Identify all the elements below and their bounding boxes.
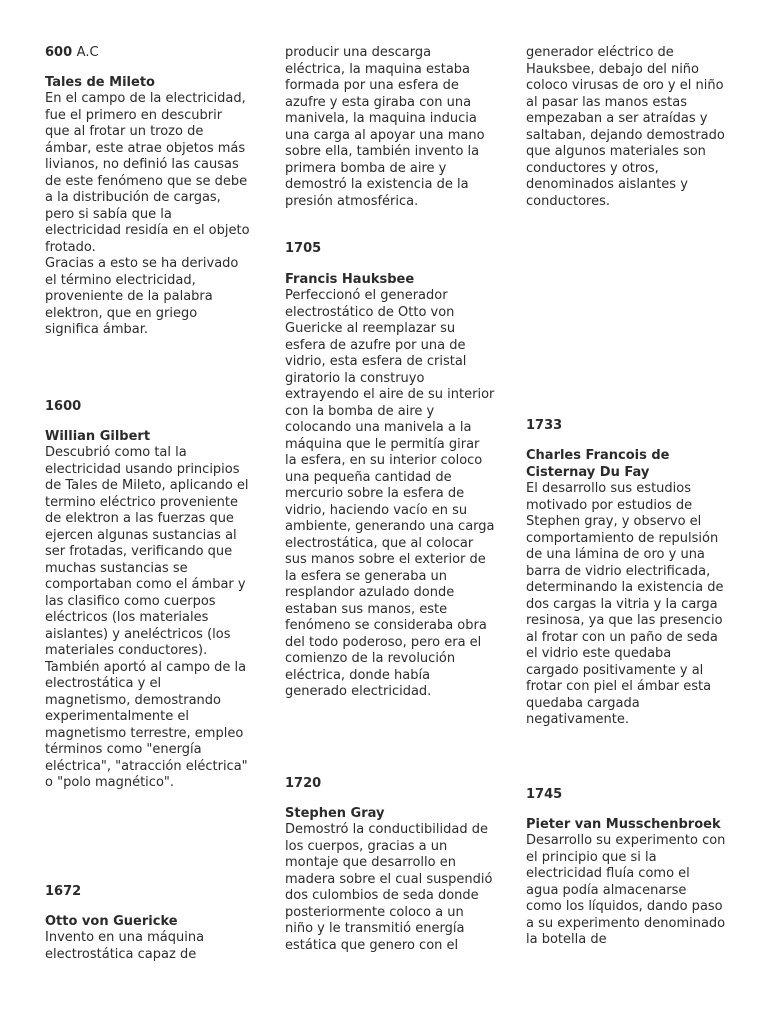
entry-name: Otto von Guericke xyxy=(45,914,178,929)
entry-gray-continued xyxy=(526,45,726,210)
entry-hauksbee xyxy=(285,241,495,701)
entry-guericke-continued xyxy=(285,45,495,210)
entry-year: 1745 xyxy=(526,787,563,802)
entry-gilbert xyxy=(45,399,250,792)
entry-thales xyxy=(45,45,250,339)
entry-paragraph: generador eléctrico de Hauksbee, debajo del niño coloco virusas de oro y el niño al pasar las manos estas empezaban a ser atraídas y saltaban, dejando demostrado que algunos materiales son conductores y otros, denominados aislantes y conductores. xyxy=(526,45,725,209)
entry-year: 1720 xyxy=(285,776,322,791)
entry-name: Stephen Gray xyxy=(285,806,385,821)
entry-paragraph: Perfeccionó el generador electrostático de Otto von Guericke al reemplazar su esfera de azufre por una de vidrio, esta esfera de cristal giratorio la construyo extrayendo el aire de su interior con la bomba de aire y colocando una manivela a la máquina que le permitía girar la esfera, en su interior coloco una pequeña cantidad de mercurio sobre la esfera de vidrio, haciendo vacío en su ambiente, generando una carga electrostática, que al colocar sus manos sobre el exterior de la esfera se generaba un resplandor azulado donde estaban sus manos, este fenómeno se consideraba obra del todo poderoso, pero era el comienzo de la revolución eléctrica, donde había generado electricidad. xyxy=(285,288,495,699)
year-number: 600 xyxy=(45,45,73,60)
entry-paragraph: Invento en una máquina electrostática capaz de xyxy=(45,930,205,962)
entry-year xyxy=(45,45,250,61)
entry-gray xyxy=(285,776,495,954)
entry-name: Pieter van Musschenbroek xyxy=(526,817,721,832)
entry-paragraph: Gracias a esto se ha derivado el término electricidad, proveniente de la palabra elektron, que en griego significa ámbar. xyxy=(45,256,239,337)
entry-paragraph: producir una descarga eléctrica, la maquina estaba formada por una esfera de azufre y esta giraba con una manivela, la maquina inducia una carga al apoyar una mano sobre ella, también invento la primera bomba de aire y demostró la existencia de la presión atmosférica. xyxy=(285,45,485,209)
entry-name: Francis Hauksbee xyxy=(285,272,415,287)
year-suffix: A.C xyxy=(76,45,99,60)
entry-guericke xyxy=(45,884,250,963)
entry-paragraph: Demostró la conductibilidad de los cuerpos, gracias a un montaje que desarrollo en madera sobre el cual suspendió dos culombios de seda donde posteriormente coloco a un niño y le transmitió energía estática que genero con el xyxy=(285,822,493,953)
entry-paragraph: En el campo de la electricidad, fue el primero en descubrir que al frotar un trozo de ámbar, este atrae objetos más livianos, no definió las causas de este fenómeno que se debe a la distribución de cargas, pero si sabía que la electricidad residía en el objeto frotado. xyxy=(45,91,250,255)
entry-musschenbroek xyxy=(526,787,726,949)
entry-paragraph: Desarrollo su experimento con el principio que si la electricidad fluía como el agua podía almacenarse como los líquidos, dando paso a su experimento denominado la botella de xyxy=(526,833,726,947)
entry-dufay xyxy=(526,418,726,729)
entry-name: Willian Gilbert xyxy=(45,429,151,444)
entry-year: 1705 xyxy=(285,241,322,256)
entry-paragraph: El desarrollo sus estudios motivado por estudios de Stephen gray, y observo el comportamiento de repulsión de una lámina de oro y una barra de vidrio electrificada, determinando la existencia de dos cargas la vitria y la carga resinosa, ya que las presencio al frotar con un paño de seda el vidrio este quedaba cargado positivamente y al frotar con piel el ámbar esta quedaba cargada negativamente. xyxy=(526,481,724,727)
entry-paragraph: También aportó al campo de la electrostática y el magnetismo, demostrando experimentalmente el magnetismo terrestre, empleo términos como "energía eléctrica", "atracción eléctrica" o "polo magnético". xyxy=(45,659,248,790)
entry-name: Tales de Mileto xyxy=(45,75,155,90)
entry-year: 1600 xyxy=(45,399,82,414)
entry-year: 1672 xyxy=(45,884,82,899)
entry-name: Charles Francois de Cisternay Du Fay xyxy=(526,448,670,480)
entry-year: 1733 xyxy=(526,418,563,433)
entry-paragraph: Descubrió como tal la electricidad usando principios de Tales de Mileto, aplicando el termino eléctrico proveniente de elektron a las fuerzas que ejercen algunas sustancias al ser frotadas, verificando que muchas sustancias se comportaban como el ámbar y las clasifico como cuerpos eléctricos (los materiales aislantes) y aneléctricos (los materiales conductores). xyxy=(45,445,249,658)
